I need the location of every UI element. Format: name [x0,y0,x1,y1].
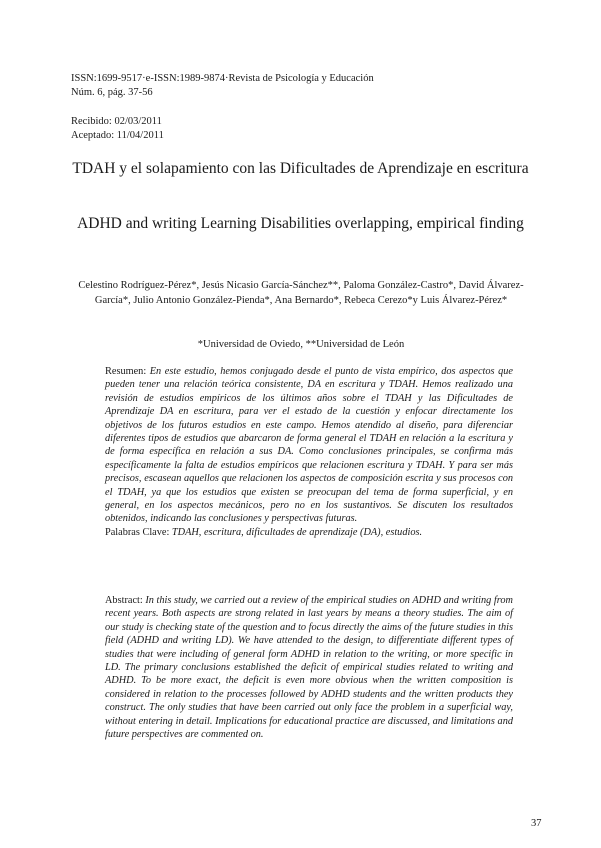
issn-line: ISSN:1699-9517·e-ISSN:1989-9874·Revista de Psicología y Educación [71,73,374,84]
abstract-label: Abstract: [105,595,143,606]
title-spanish: TDAH y el solapamiento con las Dificultades de Aprendizaje en escritura [72,160,529,177]
page-number: 37 [531,818,542,829]
affiliations: *Universidad de Oviedo, **Universidad de León [197,339,405,350]
keywords-text: TDAH, escritura, dificultades de aprendizaje (DA), estudios. [171,526,423,538]
abstract-block [105,594,513,741]
title-english: ADHD and writing Learning Disabilities overlapping, empirical finding [77,215,524,232]
received-date: Recibido: 02/03/2011 [71,116,162,127]
author-list: Celestino Rodríguez-Pérez*, Jesús Nicasio García-Sánchez**, Paloma González-Castro*, David Álvarez-García*, Julio Antonio González-Pienda*, Ana Bernardo*, Rebeca Cerezo*y Luis Álvarez-Pérez* [78,280,524,306]
keywords-label: Palabras Clave: [105,526,170,538]
issue-line: Núm. 6, pág. 37-56 [71,87,153,98]
resumen-block [105,365,513,539]
accepted-date: Aceptado: 11/04/2011 [71,130,164,141]
resumen-text: En este estudio, hemos conjugado desde el punto de vista empírico, dos aspectos que pueden tener una relación teórica consistente, DA en escritura y TDAH. Hemos realizado una revisión de estudios empíricos de los últimos años sobre el TDAH y las Dificultades de Aprendizaje DA en escritura, para ver el estado de la cuestión y enfocar directamente los objetivos de los futuros estudios en este campo. Hemos atendido al diseño, para diferenciar diferentes tipos de estudios que abarcaron de forma general el TDAH en relación a la escritura y de forma específica en relación a sus DA. Como conclusiones principales, se confirma más específicamente la falta de estudios empíricos que relacionen escritura y TDAH. Y para ser más precisos, escasean aquellos que relacionen los aspectos de composición escrita y sus procesos con el TDAH, ya que los estudios que existen se preocupan del tema de forma superficial, y en general, en los aspectos mecánicos, pero no en los sustantivos. Se discuten los resultados obtenidos, indicando las conclusiones y perspectivas futuras. [105,366,513,525]
resumen-label: Resumen: [105,366,147,377]
abstract-text: In this study, we carried out a review of the empirical studies on ADHD and writing from recent years. Both aspects are strong related in last years by means a theory studies. The aim of our study is checking state of the question and to focus directly the aims of the future studies in this field (ADHD and writing LD). We have attended to the design, to differentiate different types of studies that were including of general form ADHD in relation to the writing, or more specific in LD. The primary conclusions established the deficit of empirical studies related to writing and ADHD. To be more exact, the deficit is even more obvious when the written composition is considered in relation to the processes followed by ADHD students and the written products they construct. The only studies that have been carried out only face the problem in a superficial way, without entering in detail. Implications for educational practice are discussed, and limitations and future perspectives are commented on. [105,595,513,741]
keywords-line [105,526,513,539]
